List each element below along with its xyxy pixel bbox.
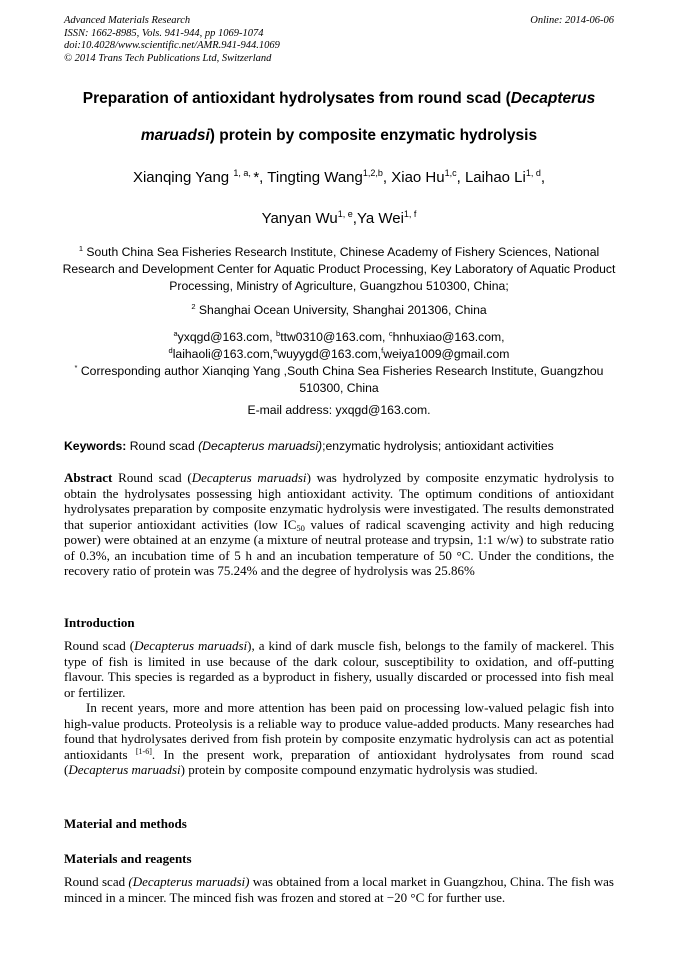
issn-line: ISSN: 1662-8985, Vols. 941-944, pp 1069-1074 [64, 27, 264, 39]
keywords [64, 439, 554, 453]
email-mark: b [276, 329, 281, 338]
intro-text: Round scad ( [64, 638, 135, 653]
author-affil: 1, d [525, 168, 541, 178]
copyright-line: © 2014 Trans Tech Publications Ltd, Switzerland [64, 52, 272, 64]
affiliation-2 [60, 302, 618, 319]
intro-paragraph-2 [64, 700, 614, 778]
affiliation-text: South China Sea Fisheries Research Institute, Chinese Academy of Fishery Sciences, National Research and Development Center for Aquatic Product Processing, Key Laboratory of Aquatic Product Processing, Ministry of Agriculture, Guangzhou 510300, China; [62, 245, 616, 293]
keywords-pre: Round scad [126, 439, 199, 453]
title-pre: Preparation of antioxidant hydrolysates from round scad ( [82, 90, 511, 107]
author-affil: 1,2,b [362, 168, 383, 178]
author-sep: , [259, 169, 268, 186]
author-affil: 1, f [403, 209, 417, 219]
author-affil: 1, e [337, 209, 353, 219]
email-line-1 [60, 329, 618, 346]
affiliation-1 [60, 244, 618, 295]
author-sep: , [352, 210, 357, 227]
ic50-subscript: 50 [296, 522, 305, 533]
title-species-genus: Decapterus [510, 90, 596, 107]
email-address: laihaoli@163.com [172, 347, 270, 361]
email-address: hnhuxiao@163.com [392, 330, 502, 344]
title-line-1 [40, 90, 638, 108]
materials-text: Round scad [64, 874, 129, 889]
email-list [60, 329, 618, 363]
author-name: Xiao Hu [391, 169, 445, 186]
email-address: weiya1009@gmail.com [383, 347, 510, 361]
intro-text: ) protein by composite compound enzymatic hydrolysis was studied. [180, 762, 538, 777]
materials-subheading: Materials and reagents [64, 851, 192, 866]
methods-heading: Material and methods [64, 816, 187, 831]
email-sep: , [269, 330, 277, 344]
email-sep: , [269, 347, 274, 361]
materials-species: (Decapterus maruadsi) [128, 874, 250, 889]
email-mark: e [273, 346, 278, 355]
intro-species: Decapterus maruadsi [134, 638, 248, 653]
email-address: wuyygd@163.com [277, 347, 378, 361]
author-name: Laihao Li [464, 169, 526, 186]
corresponding-text: Corresponding author Xianqing Yang ,South China Sea Fisheries Research Institute, Guangzhou 510300, China [80, 364, 604, 395]
email-mark: f [381, 346, 384, 355]
author-affil: 1, a, [233, 168, 254, 178]
keywords-species: (Decapterus maruadsi) [198, 439, 323, 453]
intro-species: Decapterus maruadsi [68, 762, 181, 777]
email-line-2 [60, 346, 618, 363]
abstract-species: Decapterus maruadsi [191, 470, 307, 485]
abstract [64, 470, 614, 579]
email-mark: c [388, 329, 393, 338]
materials-body [64, 874, 614, 905]
materials-paragraph [64, 874, 614, 905]
abstract-text: Round scad ( [112, 470, 192, 485]
introduction-body [64, 638, 614, 778]
authors-line-1 [40, 169, 638, 186]
email-address: yxqgd@163.com [177, 330, 270, 344]
materials-text: was obtained from a local market in Guangzhou, China. The fish was minced in a mincer. The minced fish was frozen and stored at −20 °C for further use. [64, 874, 614, 905]
keywords-post: ;enzymatic hydrolysis; antioxidant activities [322, 439, 554, 453]
email-mark: d [168, 346, 173, 355]
authors-line-2 [40, 210, 638, 227]
journal-name: Advanced Materials Research [64, 15, 191, 26]
corresponding-author [60, 363, 618, 397]
affiliation-mark: 1 [78, 244, 83, 253]
doi-line: doi:10.4028/www.scientific.net/AMR.941-944.1069 [64, 40, 280, 51]
email-address-line: E-mail address: yxqgd@163.com. [247, 403, 431, 417]
author-sep: , [540, 169, 546, 186]
title-post: ) protein by composite enzymatic hydrolysis [209, 127, 538, 144]
journal-header [64, 15, 280, 65]
affiliation-text: Shanghai Ocean University, Shanghai 201306, China [198, 303, 487, 317]
email-mark: a [173, 329, 178, 338]
email-address: ttw0310@163.com [280, 330, 383, 344]
intro-text: ), a kind of dark muscle fish, belongs to the family of mackerel. This type of fish is limited in use because of the dark colour, susceptibility to oxidation, and off-putting flavour. This species is regarded as a byproduct in fishery, usually discarded or processed into fish meal or fertilizer. [64, 638, 614, 700]
abstract-text: ) was hydrolyzed by composite enzymatic hydrolysis to obtain the hydrolysates possessing high antioxidant activity. The optimum conditions of antioxidant hydrolysates preparation by composite enzymatic hydrolysis were investigated. The results demonstrated that superior antioxidant activities (low IC [64, 470, 614, 532]
online-date: Online: 2014-06-06 [530, 15, 614, 26]
abstract-text: values of radical scavenging activity and high reducing power) were obtained at an enzyme (a mixture of neutral protease and trypsin, 1:1 w/w) to substrate ratio of 0.3%, an incubation time of 5 h and an incubation temperature of 50 °C. Under the conditions, the recovery ratio of protein was 75.24% and the degree of hydrolysis was 25.86% [64, 516, 614, 578]
intro-paragraph-1 [64, 638, 614, 700]
email-sep: , [377, 347, 382, 361]
intro-text: In recent years, more and more attention has been paid on processing low-valued pelagic fish into high-value products. Proteolysis is a reliable way to produce value-added products. Many researches had found that hydrolysates derived from fish protein by composite enzymatic hydrolysis can act as potential antioxidants [64, 700, 614, 762]
keywords-label: Keywords: [64, 439, 127, 453]
author-sep: , [382, 169, 392, 186]
introduction-heading: Introduction [64, 615, 135, 630]
author-name: Yanyan Wu [261, 210, 338, 227]
abstract-paragraph [64, 470, 614, 579]
email-sep: , [501, 330, 505, 344]
author-affil: 1,c [444, 168, 457, 178]
corresponding-star: * [253, 169, 260, 186]
author-name: Ya Wei [356, 210, 404, 227]
title-species-epithet: maruadsi [140, 127, 210, 144]
abstract-label: Abstract [64, 470, 113, 485]
author-name: Tingting Wang [267, 169, 363, 186]
author-name: Xianqing Yang [132, 169, 230, 186]
corresponding-mark: * [74, 363, 78, 372]
citation-ref: [1-6] [135, 746, 152, 756]
intro-text: . In the present work, preparation of antioxidant hydrolysates from round scad ( [64, 746, 615, 777]
affiliation-mark: 2 [191, 302, 196, 311]
title-line-2 [40, 127, 638, 145]
email-sep: , [382, 330, 389, 344]
author-sep: , [456, 169, 465, 186]
